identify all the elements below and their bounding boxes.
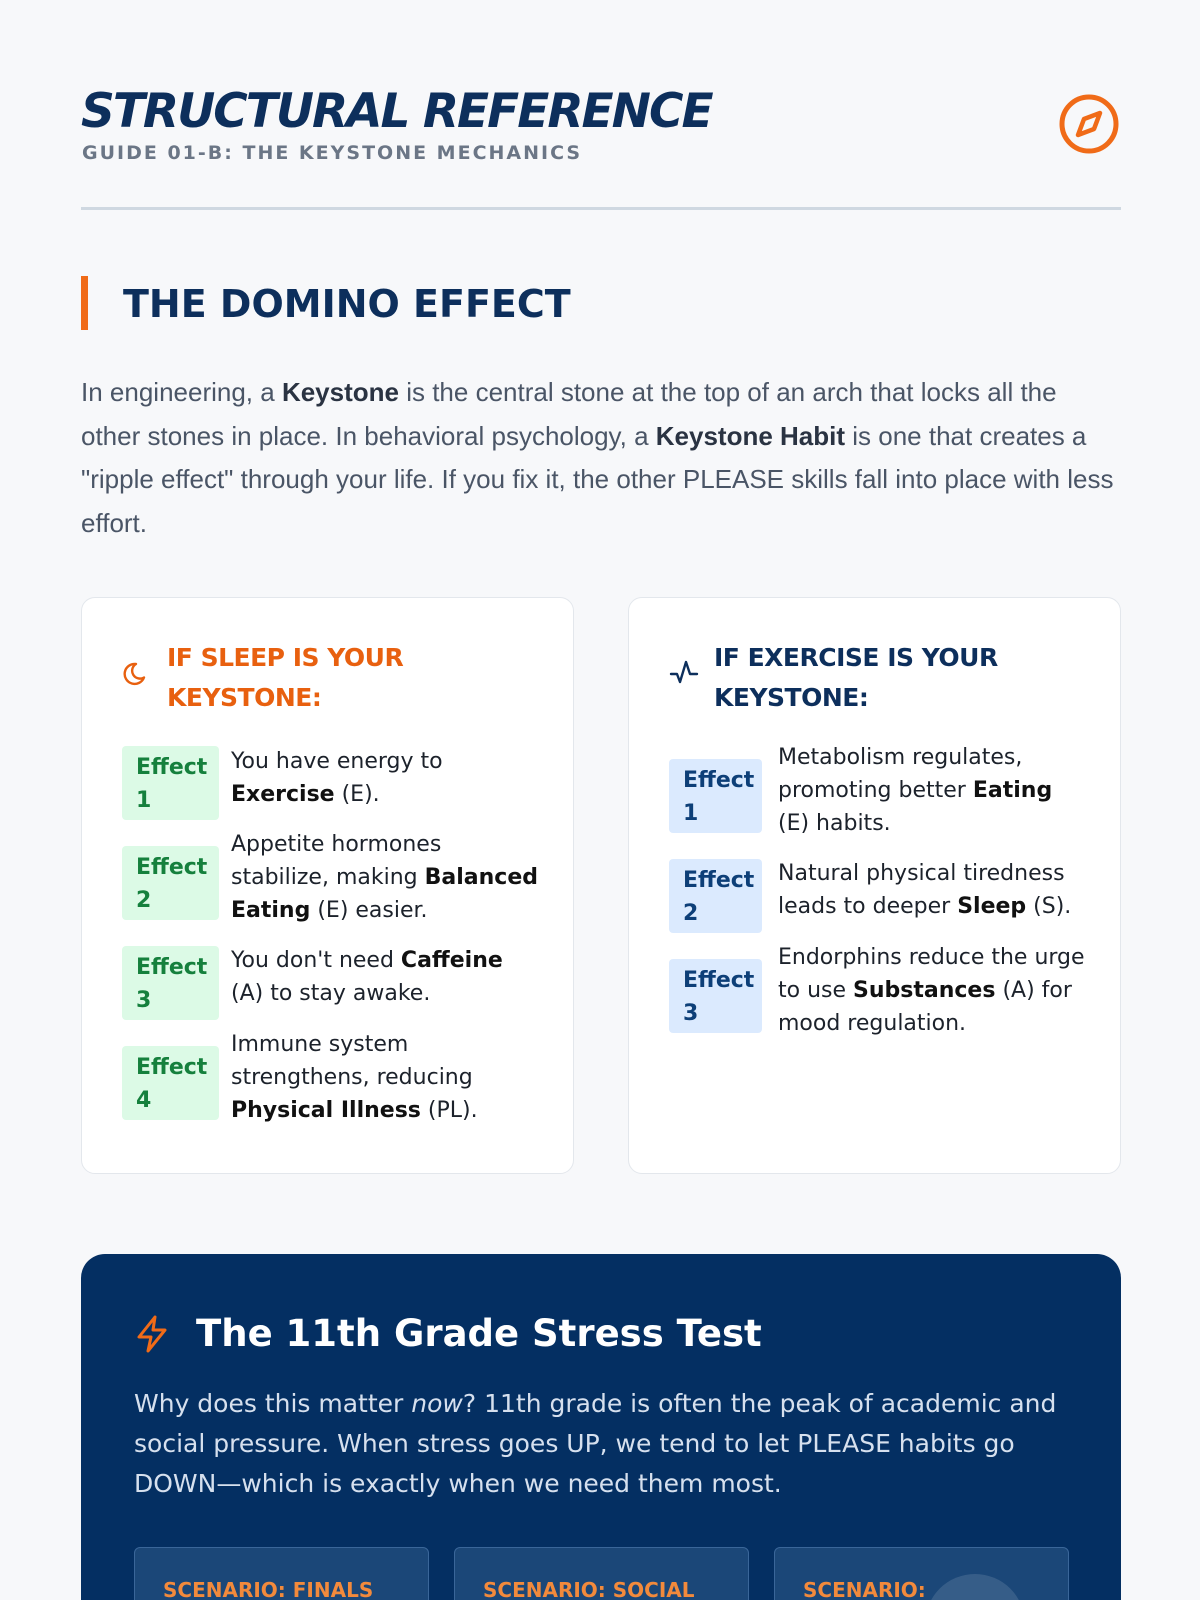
stress-test-panel — [81, 1254, 1121, 1600]
compass-icon — [1057, 92, 1121, 156]
effect-badge: Effect 3 — [122, 946, 219, 1020]
effect-text: You don't need Caffeine (A) to stay awake. — [231, 948, 503, 1006]
scenario-label: SCENARIO: SOCIAL — [483, 1578, 695, 1600]
scenario-card-finals[interactable] — [134, 1547, 429, 1600]
effect-text: You have energy to Exercise (E). — [231, 749, 443, 807]
sleep-keystone-card — [81, 597, 574, 1174]
effect-badge: Effect 2 — [669, 859, 762, 933]
page-subtitle: GUIDE 01-B: THE KEYSTONE MECHANICS — [82, 142, 583, 164]
effect-badge: Effect 4 — [122, 1046, 219, 1120]
effect-text: Metabolism regulates, promoting better Eating (E) habits. — [778, 745, 1053, 836]
section-title: THE DOMINO EFFECT — [123, 282, 571, 326]
scenario-card-third[interactable] — [774, 1547, 1069, 1600]
effect-badge: Effect 3 — [669, 959, 762, 1033]
lightning-bolt-icon — [133, 1314, 171, 1354]
effect-badge: Effect 1 — [669, 759, 762, 833]
scenario-card-social[interactable] — [454, 1547, 749, 1600]
page-header — [81, 84, 1121, 210]
effect-badge: Effect 1 — [122, 746, 219, 820]
effect-text: Endorphins reduce the urge to use Substances (A) for mood regulation. — [778, 945, 1085, 1036]
keystone-habit-term: Keystone Habit — [655, 420, 846, 451]
intro-paragraph: In engineering, a Keystone is the central stone at the top of an arch that locks all the other stones in place. In behavioral psychology, a Keystone Habit is one that creates a "ripple effect" through your life. If you fix it, the other PLEASE skills fall into place with less effort. — [81, 377, 1114, 538]
decorative-circle — [925, 1574, 1025, 1600]
stress-test-title: The 11th Grade Stress Test — [196, 1312, 762, 1355]
effect-badge: Effect 2 — [122, 846, 219, 920]
moon-icon — [122, 658, 152, 688]
stress-test-text: Why does this matter now? 11th grade is often the peak of academic and social pressure. When stress goes UP, we tend to let PLEASE habits go DOWN—which is exactly when we need them most. — [134, 1389, 1057, 1498]
effect-text: Immune system strengthens, reducing Physical Illness (PL). — [231, 1032, 478, 1123]
sleep-card-title: IF SLEEP IS YOUR KEYSTONE: — [167, 643, 404, 712]
scenario-label: SCENARIO: FINALS — [163, 1578, 374, 1600]
effect-text: Appetite hormones stabilize, making Balanced Eating (E) easier. — [231, 832, 538, 923]
effect-text: Natural physical tiredness leads to deeper Sleep (S). — [778, 861, 1072, 919]
scenario-label: SCENARIO: — [803, 1578, 926, 1600]
page-title: STRUCTURAL REFERENCE — [81, 84, 712, 139]
section-heading — [81, 276, 571, 330]
activity-pulse-icon — [669, 658, 699, 688]
keystone-term: Keystone — [281, 377, 399, 407]
exercise-keystone-card — [628, 597, 1121, 1174]
exercise-card-title: IF EXERCISE IS YOUR KEYSTONE: — [714, 643, 998, 712]
